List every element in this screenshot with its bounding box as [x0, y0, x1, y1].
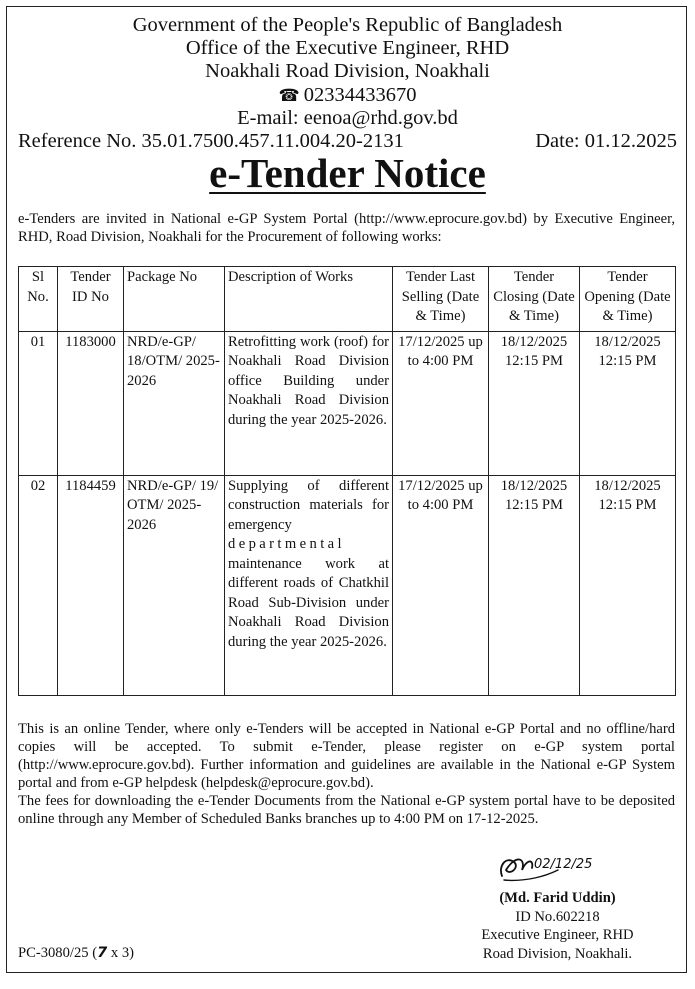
table-row: [19, 331, 676, 475]
signature-date: 02/12/25: [534, 857, 593, 872]
col-header-opening: Tender Opening (Date & Time): [580, 267, 676, 332]
header-phone: [0, 84, 695, 107]
cell-opening: 18/12/2025 12:15 PM: [580, 331, 676, 475]
cell-description: [225, 475, 393, 695]
description-part: Supplying of different construction materials for emergency: [228, 477, 389, 533]
header-division: Noakhali Road Division, Noakhali: [205, 60, 490, 82]
signatory-id: ID No.602218: [515, 908, 600, 925]
page-title: e-Tender Notice: [209, 150, 486, 196]
notes-section: [18, 721, 675, 828]
cell-sl: 01: [19, 331, 58, 475]
pc-code-suffix: x 3): [107, 945, 134, 961]
description-part: departmental: [228, 536, 345, 552]
cell-tender-id: 1183000: [58, 331, 124, 475]
col-header-last-selling: Tender Last Selling (Date & Time): [393, 267, 489, 332]
telephone-icon: ☎: [278, 86, 300, 105]
col-header-description: Description of Works: [225, 267, 393, 332]
signatory-designation: Executive Engineer, RHD: [481, 927, 634, 943]
cell-package: NRD/e-GP/ 18/OTM/ 2025-2026: [124, 331, 225, 475]
cell-last-selling: 17/12/2025 up to 4:00 PM: [393, 475, 489, 695]
cell-sl: 02: [19, 475, 58, 695]
intro-paragraph: e-Tenders are invited in National e-GP System Portal (http://www.eprocure.gov.bd) by Executive Engineer, RHD, Road Division, Noakhali for the Procurement of following works:: [18, 211, 675, 245]
cell-last-selling: 17/12/2025 up to 4:00 PM: [393, 331, 489, 475]
cell-tender-id: 1184459: [58, 475, 124, 695]
col-header-package: Package No: [124, 267, 225, 332]
signatory-name: (Md. Farid Uddin): [499, 890, 616, 906]
description-part: maintenance work at different roads of Chatkhil Road Sub-Division under Noakhali Road Division during the year 2025-2026.: [228, 555, 389, 650]
pc-code: [18, 944, 134, 962]
reference-number: Reference No. 35.01.7500.457.11.004.20-2131: [18, 130, 404, 152]
col-header-sl: Sl No.: [19, 267, 58, 332]
cell-package: NRD/e-GP/ 19/ OTM/ 2025-2026: [124, 475, 225, 695]
table-header-row: [19, 267, 676, 332]
handwritten-signature: [496, 846, 606, 888]
header-office: Office of the Executive Engineer, RHD: [185, 37, 510, 59]
header-government: Government of the People's Republic of Bangladesh: [132, 14, 563, 36]
phone-number: 02334433670: [303, 84, 417, 106]
note-fees: The fees for downloading the e-Tender Documents from the National e-GP system portal have to be deposited online through any Member of Scheduled Banks branches up to 4:00 PM on 17-12-2025.: [18, 792, 675, 827]
cell-closing: 18/12/2025 12:15 PM: [489, 475, 580, 695]
cell-opening: 18/12/2025 12:15 PM: [580, 475, 676, 695]
tender-table: [18, 266, 676, 696]
note-online-tender: This is an online Tender, where only e-Tenders will be accepted in National e-GP Portal and no offline/hard copies will be accepted. To submit e-Tender, please register on e-GP system portal (http://www.eprocure.gov.bd). Further information and guidelines are available in the National e-GP System portal and from e-GP helpdesk (helpdesk@eprocure.gov.bd).: [18, 721, 675, 791]
signatory-block: [445, 889, 670, 963]
cell-description: Retrofitting work (roof) for Noakhali Road Division office Building under Noakhali Road Division during the year 2025-2026.: [225, 331, 393, 475]
col-header-tender-id: Tender ID No: [58, 267, 124, 332]
notice-date: Date: 01.12.2025: [535, 130, 677, 152]
pc-code-hand-digit: 7: [97, 944, 108, 961]
cell-closing: 18/12/2025 12:15 PM: [489, 331, 580, 475]
signatory-office: Road Division, Noakhali.: [482, 945, 633, 962]
table-row: [19, 475, 676, 695]
header-email: E-mail: eenoa@rhd.gov.bd: [237, 107, 458, 129]
col-header-closing: Tender Closing (Date & Time): [489, 267, 580, 332]
pc-code-prefix: PC-3080/25 (: [18, 945, 98, 961]
